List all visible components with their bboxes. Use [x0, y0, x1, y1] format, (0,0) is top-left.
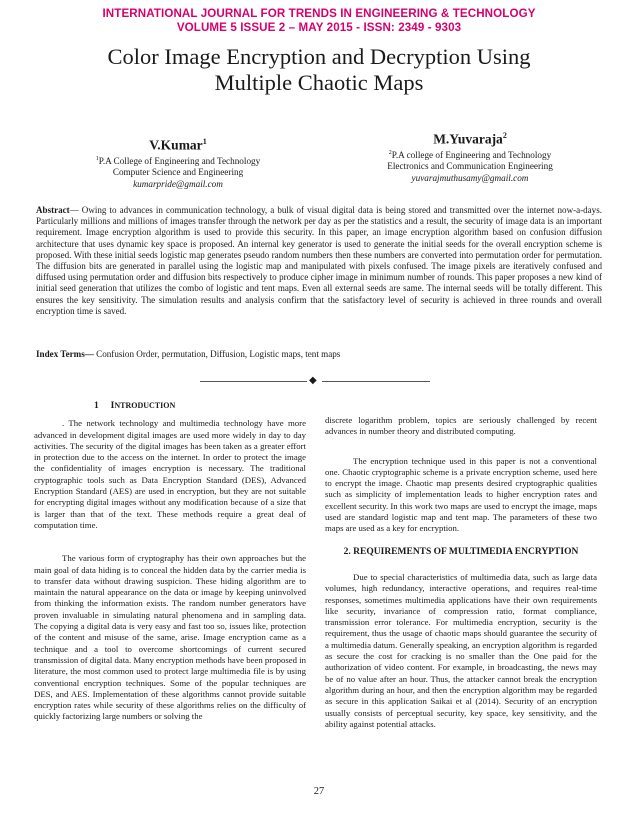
- right-continuation-paragraph: discrete logarithm problem, topics are seriously challenged by recent advances in number theory and distributed computing.: [325, 415, 597, 437]
- left-column: [34, 400, 306, 723]
- author-name: [48, 134, 308, 154]
- author-name: [340, 128, 600, 148]
- journal-header-line2: VOLUME 5 ISSUE 2 – MAY 2015 - ISSN: 2349 - 9303: [176, 21, 462, 34]
- abstract-label: Abstract: [36, 205, 70, 215]
- author-department: Computer Science and Engineering: [112, 167, 244, 178]
- author-affiliation: [340, 148, 600, 162]
- author-affiliation: [48, 154, 308, 168]
- abstract-text: — Owing to advances in communication technology, a bulk of visual digital data is being stored and transmitted over the internet now-a-days. Particularly millions and millions of images transfer through the network per day as per the statistics and a result, the security of image data is an important requirement. Image encryption algorithm is used to provide this security. In this paper, an image encryption algorithm based on confusion diffusion architecture that uses dynamic key space is proposed. An internal key generator is used to generate the initial seeds for the overall encryption scheme is proposed. With these initial seeds logistic map generates pseudo random numbers then these numbers are converted into permutation order for permutation. The diffusion bits are generated in parallel using the logistic map and manipulated with pixels confused. The image pixels are iteratively confused and diffused using permutation order and diffusion bits respectively to produce cipher image in minimum number of rounds. This paper proposes a new kind of initial seed generation that utilizes the combo of logistic and tent maps. Even all external seeds are same. The internal seeds will be totally different. This ensures the key sensitivity. The simulation results and analysis confirm that the satisfactory level of security is achieved in three rounds and overall encryption time is saved.: [36, 205, 602, 316]
- intro-paragraph-1: . The network technology and multimedia technology have more advanced in development digital images are used more widely in day to day activities. The security of the digital images has been taken as a greater effort in protection due to the access on the internet. In order to protect the image the confidentiality of images encryption is necessary. The traditional cryptographic tools such as Data Encryption Standard (DES), Advanced Encryption Standard (AES) are used in encryption, but they are not suitable for encrypting digital images without any modification because of a size that is larger than that of the text. These methods require a great deal of computation time.: [34, 418, 306, 530]
- index-terms: [36, 349, 602, 360]
- paper-title-line1: Color Image Encryption and Decryption Using: [107, 44, 531, 69]
- page-number: 27: [313, 786, 325, 797]
- author-email[interactable]: kumarpride@gmail.com: [133, 178, 223, 189]
- paper-title-line2: Multiple Chaotic Maps: [214, 70, 424, 95]
- section-title-initial: I: [110, 401, 115, 411]
- author-superscript: 2: [502, 131, 507, 140]
- right-paragraph-2: The encryption technique used in this paper is not a conventional one. Chaotic cryptographic scheme is a private encryption scheme, used here to encrypt the image. Chaotic map presents desired cryptographic qualities such as simplicity of implementation leads to higher encryption rates and excellent security. In this work two maps are used to encrypt the image, maps used are standard logistic map and tent map. The parameters of these two maps are used as a key for encryption.: [325, 455, 597, 534]
- author-superscript: 1: [202, 137, 207, 146]
- section-title-rest: NTRODUCTION: [114, 401, 176, 410]
- section-2-heading: 2. REQUIREMENTS OF MULTIMEDIA ENCRYPTION: [343, 546, 579, 557]
- diamond-separator-icon: ◆: [309, 375, 317, 386]
- right-column: [325, 415, 597, 730]
- section-1-heading: [34, 400, 306, 412]
- section-2-paragraph: Due to special characteristics of multimedia data, such as large data volumes, high redundancy, interactive operations, and requires real-time responses, sometimes multimedia applications have their own requirements like security, invariance of compression ratio, format compliance, transmission error tolerance. For multimedia encryption, security is the requirement, thus the usage of chaotic maps should guarantee the security of a multimedia datum. Generally speaking, an encryption algorithm is regarded as secure the cost for cracking is no smaller than the One paid for the authorization of video content. For example, in broadcasting, the news may be of no value after an hour. Thus, the attacker cannot break the encryption algorithm during an hour, and then the encryption algorithm may be regarded as secure in this application Saikai et al (2014). Security of an encryption usually consists of perceptual security, key space, key sensitivity, and the ability against potential attacks.: [325, 571, 597, 729]
- section-divider-left: [200, 381, 307, 382]
- affiliation-college: P.A College of Engineering and Technology: [98, 155, 261, 166]
- intro-paragraph-2: The various form of cryptography has their own approaches but the main goal of data hiding is to conceal the hidden data by the carrier media is to transfer data without drawing suspicion. These hiding algorithm are to maintain the natural appearance on the data or image by keeping uninvolved from thinking the information exists. The random number generators have proven invaluable in simulating natural phenomena and in sampling data. The copying a digital data is very easy and fast too so, issues like, protection of the content and misuse of the same, arise. Image encryption came as a technique and a tool to overcome shortcomings of current secured transmission of digital data. Many encryption methods have been proposed in literature, the most common used to protect large multimedia file is by using conventional encryption techniques. Some of the popular techniques are DES, and AES. Implementation of these algorithms cannot provide suitable encryption rates while security of these algorithms relies on the difficulty of quickly factorizing large numbers or solving the: [34, 553, 306, 722]
- section-number: 1: [94, 401, 99, 411]
- index-terms-label: Index Terms—: [36, 349, 94, 359]
- journal-header-line1: INTERNATIONAL JOURNAL FOR TRENDS IN ENGINEERING & TECHNOLOGY: [102, 7, 536, 20]
- affiliation-college: P.A college of Engineering and Technology: [391, 149, 552, 160]
- author-name-text: V.Kumar: [149, 137, 203, 153]
- author-block-1: [48, 134, 308, 190]
- abstract: [36, 205, 602, 317]
- author-email[interactable]: yuvarajmuthusamy@gmail.com: [411, 172, 529, 183]
- paper-title: [0, 44, 638, 96]
- section-divider-right: [322, 381, 430, 382]
- author-block-2: [340, 128, 600, 184]
- author-name-text: M.Yuvaraja: [433, 131, 503, 147]
- affiliation-superscript: 2: [388, 149, 392, 156]
- index-terms-text: Confusion Order, permutation, Diffusion, Logistic maps, tent maps: [93, 349, 341, 359]
- author-department: Electronics and Communication Engineering: [387, 161, 553, 172]
- affiliation-superscript: 1: [95, 155, 99, 162]
